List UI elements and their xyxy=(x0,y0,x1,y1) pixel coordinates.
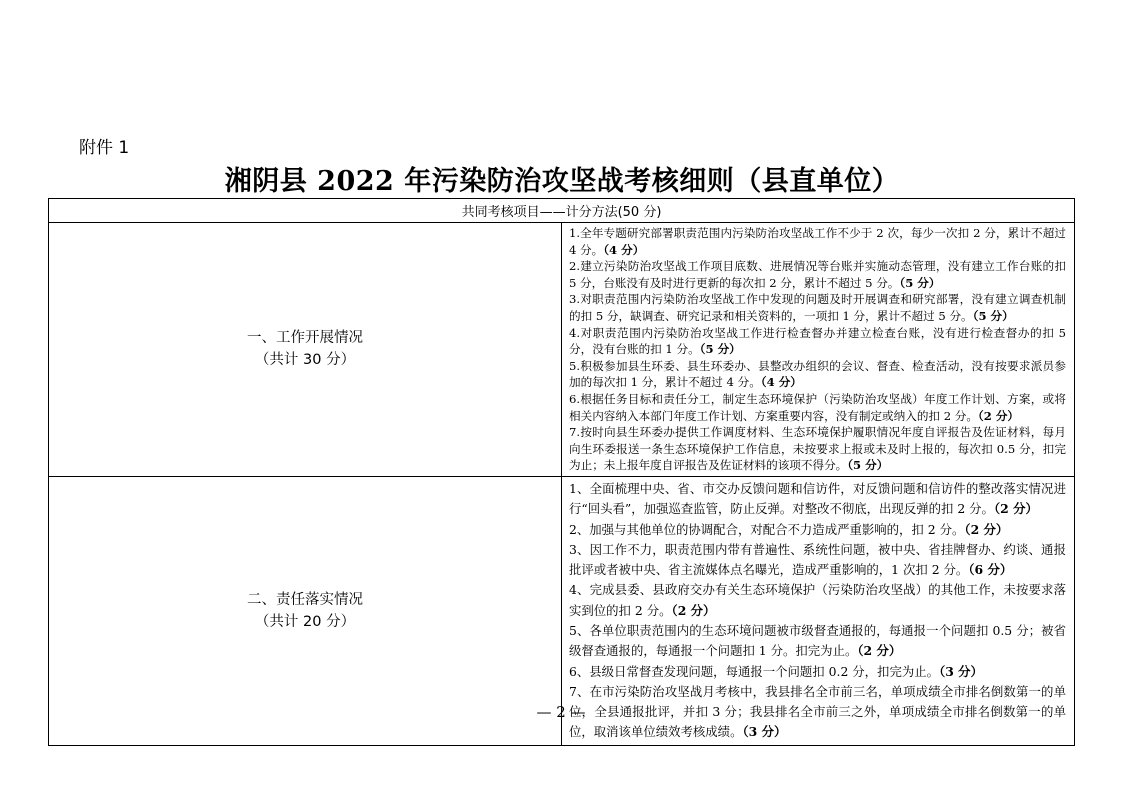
item-score: （6 分） xyxy=(968,562,1013,578)
item-score: （5 分） xyxy=(899,275,941,290)
item-score: （2 分） xyxy=(977,408,1020,423)
attachment-label: 附件 1 xyxy=(79,138,130,158)
category-cell xyxy=(49,223,562,477)
page-number: — 2 — xyxy=(536,703,586,721)
item-score: （5 分） xyxy=(699,342,741,357)
item-score: （4 分） xyxy=(603,242,645,257)
category-total: （共计 20 分） xyxy=(254,613,356,630)
criteria-item: 3、因工作不力，职责范围内带有普遍性、系统性问题，被中央、省挂牌督办、约谈、通报批评或者被中央、省主流媒体点名曝光，造成严重影响的，1 次扣 2 分。（6 分） xyxy=(569,541,1066,578)
criteria-item: 4、完成县委、县政府交办有关生态环境保护（污染防治攻坚战）的其他工作，未按要求落实到位的扣 2 分。（2 分） xyxy=(569,582,1066,618)
document-title: 湘阴县 2022 年污染防治攻坚战考核细则（县直单位） xyxy=(224,166,900,197)
criteria-item: 6、县级日常督查发现问题，每通报一个问题扣 0.2 分，扣完为止。（3 分） xyxy=(569,663,983,679)
criteria-item: 5、各单位职责范围内的生态环境问题被市级督查通报的，每通报一个问题扣 0.5 分；被省级督查通报的，每通报一个问题扣 1 分。扣完为止。（2 分） xyxy=(569,622,1066,659)
item-score: （2 分） xyxy=(671,602,716,618)
table-header-row xyxy=(49,199,1075,223)
criteria-item: 7.按时向县生环委办提供工作调度材料、生态环境保护履职情况年度自评报告及佐证材料，每月向生环委报送一条生态环境保护工作信息，未按要求上报或未及时上报的，每次扣 0.5 分，扣完为止；未上报年度自评报告及佐证材料的该项不得分。（5 分） xyxy=(569,425,1066,473)
item-score: （5 分） xyxy=(972,308,1014,323)
item-score: （3 分） xyxy=(742,724,787,740)
items-cell xyxy=(562,223,1075,477)
category-label: 一、工作开展情况 xyxy=(247,330,363,347)
criteria-item: 5.积极参加县生环委、县生环委办、县整改办组织的会议、督查、检查活动，没有按要求派员参加的每次扣 1 分，累计不超过 4 分。（4 分） xyxy=(569,358,1066,390)
item-score: （3 分） xyxy=(939,663,983,679)
item-score: （2 分） xyxy=(964,521,1009,537)
item-score: （2 分） xyxy=(993,501,1038,517)
criteria-item: 2.建立污染防治攻坚战工作项目底数、进展情况等台账并实施动态管理，没有建立工作台账的扣 5 分，台账没有及时进行更新的每次扣 2 分，累计不超过 5 分。（5 分） xyxy=(569,259,1066,290)
section-row-work xyxy=(49,223,1075,477)
criteria-item: 1、全面梳理中央、省、市交办反馈问题和信访件，对反馈问题和信访件的整改落实情况进行“回头看”，加强巡查监管，防止反弹。对整改不彻底，出现反弹的扣 2 分。（2 分） xyxy=(569,480,1066,517)
criteria-item: 1.全年专题研究部署职责范围内污染防治攻坚战工作不少于 2 次，每少一次扣 2 分，累计不超过 4 分。（4 分） xyxy=(569,226,1066,257)
category-total: （共计 30 分） xyxy=(254,352,356,369)
criteria-item: 4.对职责范围内污染防治攻坚战工作进行检查督办并建立检查台账，没有进行检查督办的扣 5 分，没有台账的扣 1 分。（5 分） xyxy=(569,325,1066,357)
criteria-item: 2、加强与其他单位的协调配合，对配合不力造成严重影响的，扣 2 分。（2 分） xyxy=(569,521,1009,537)
table-header: 共同考核项目——计分方法(50 分) xyxy=(49,199,1075,223)
category-label: 二、责任落实情况 xyxy=(247,591,363,608)
item-score: （5 分） xyxy=(847,458,889,473)
criteria-item: 3.对职责范围内污染防治攻坚战工作中发现的问题及时开展调查和研究部署，没有建立调查机制的扣 5 分，缺调查、研究记录和相关资料的，一项扣 1 分，累计不超过 5 分。（5 分） xyxy=(569,292,1066,323)
assessment-table xyxy=(48,198,1075,746)
criteria-item: 6.根据任务目标和责任分工，制定生态环境保护（污染防治攻坚战）年度工作计划、方案，或将相关内容纳入本部门年度工作计划、方案重要内容，没有制定或纳入的扣 2 分。（2 分） xyxy=(569,391,1066,423)
item-score: （2 分） xyxy=(857,643,902,659)
item-score: （4 分） xyxy=(760,375,802,390)
criteria-item: 7、在市污染防治攻坚战月考核中，我县排名全市前三名，单项成绩全市排名倒数第一的单位，全县通报批评，并扣 3 分；我县排名全市前三之外，单项成绩全市排名倒数第一的单位，取消该单位绩效考核成绩。（3 分） xyxy=(569,683,1066,740)
